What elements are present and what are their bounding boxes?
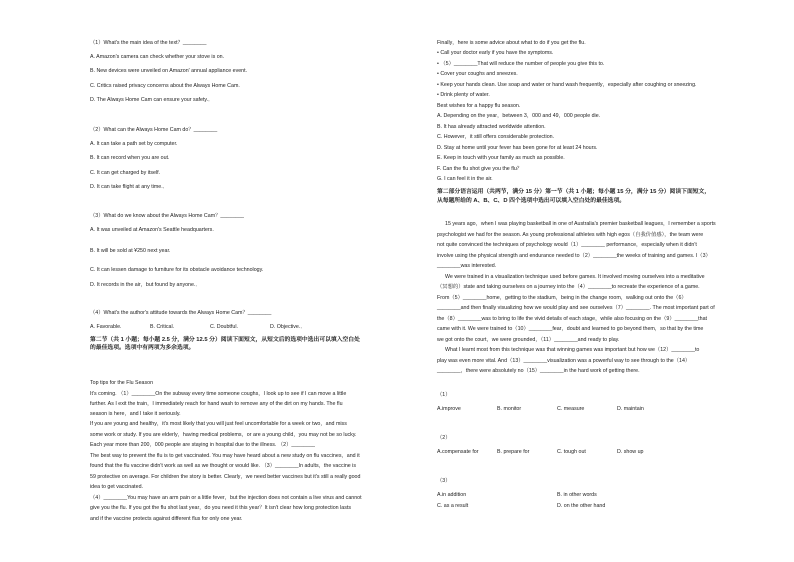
advice-line: Finally，here is some advice about what to do if you get the flu.: [437, 40, 586, 46]
passage-line: It's coming. （1）________On the subway every time someone coughs，I look up to see if I can move a little: [90, 391, 347, 397]
advice-line: • Cover your coughs and sneezes.: [437, 71, 518, 77]
question-4-option-d: D. Objective.．: [270, 324, 306, 330]
cloze-line: ________was interested.: [437, 263, 497, 269]
question-4-stem: （4）What's the author's attitude towards the Always Home Cam？________: [90, 310, 272, 316]
cloze-line: involve using the physical strength and endurance needed to（2）________the weeks of training and games. I（3）: [437, 253, 711, 259]
advice-line: • Keep your hands clean. Use soap and water or hand wash frequently，especially after coughing or sneezing.: [437, 82, 697, 88]
cloze-question-2-option-a: A.compensate for: [437, 449, 479, 455]
advice-line: • （5）________That will reduce the number of people you give this to.: [437, 61, 605, 67]
passage-title: Top tips for the Flu Season: [90, 380, 154, 386]
question-2-stem: （2）What can the Always Home Cam do？________: [90, 127, 218, 133]
passage-line: If you are young and healthy，it's most likely that you will just feel uncomfortable for a week or two，and miss: [90, 421, 347, 427]
passage-line: Each year more than 200，000 people are staying in hospital due to the illness. （2）________: [90, 442, 315, 448]
advice-line: Best wishes for a happy flu season.: [437, 103, 521, 109]
cloze-line: （冥想的）state and taking ourselves on a journey into the（4）________to recreate the experience of a game.: [437, 284, 700, 290]
question-1-option-d: D. The Always Home Cam can ensure your safety.．: [90, 97, 214, 103]
cloze-line: the（8）________was to bring to life the vivid details of each stage，while also focusing on the（9）________that: [437, 316, 708, 322]
question-3-option-d: D. It records in the air，but found by anyone.．: [90, 282, 201, 288]
section-heading-line-2: 的最佳选项。选项中有两项为多余选项。: [90, 345, 195, 351]
choice-a: A. Depending on the year，between 3，000 and 49，000 people die.: [437, 113, 601, 119]
cloze-question-3-option-d: D. on the other hand: [557, 503, 606, 509]
section-heading-line-1: 第二节（共 1 小题；每小题 2.5 分，满分 12.5 分）阅读下面短文，从短文后的选项中选出可以填入空白处: [90, 337, 360, 343]
cloze-question-1-option-b: B. monitor: [497, 406, 522, 412]
question-1-stem: （1）What's the main idea of the text？________: [90, 40, 207, 46]
cloze-question-1-number: （1）: [437, 392, 451, 398]
passage-line: found that the flu vaccine didn't work as well as we thought or would like. （3）________In adults，the vaccine is: [90, 463, 357, 469]
cloze-question-2-option-c: C. tough out: [557, 449, 586, 455]
cloze-question-3-options-row-1: [437, 492, 677, 499]
passage-line: idea to get vaccinated.: [90, 484, 144, 490]
cloze-line: We were trained in a visualization technique used before games. It involved moving ourselves into a meditative: [445, 274, 705, 280]
choice-b: B. It has already attracted worldwide attention.: [437, 124, 546, 130]
part2-heading-line-2: 从每题所给的 A、B、C、D 四个选项中选出可以填入空白处的最佳选项。: [437, 198, 626, 204]
choice-c: C. However，it still offers considerable protection.: [437, 134, 555, 140]
passage-line: season is here，and I take it seriously.: [90, 411, 181, 417]
cloze-question-3-options-row-2: [437, 503, 677, 510]
question-3-option-a: A. It was unveiled at Amazon's Seattle headquarters.: [90, 227, 214, 233]
cloze-question-1-option-d: D. maintain: [617, 406, 644, 412]
question-1-option-b: B. New devices were unveiled on Amazon' annual appliance event.: [90, 68, 248, 74]
cloze-line: not quite convinced the techniques of psychology would（1）________ performance，especially when it didn't: [437, 242, 697, 248]
cloze-line: came with it. We were trained to（10）________fear，doubt and learned to go beyond them，so that by the time: [437, 326, 704, 332]
passage-line: some work or study. If you are elderly，having medical problems，or are a young child，you may not be so lucky.: [90, 432, 357, 438]
question-4-option-a: A. Favorable.: [90, 324, 122, 330]
question-2-option-d: D. It can take flight at any time.．: [90, 184, 169, 190]
choice-d: D. Stay at home until your fever has been gone for at least 24 hours.: [437, 145, 598, 151]
cloze-question-2-options: [437, 449, 677, 456]
cloze-line: we got onto the court，we were grounded，（11）________and ready to play.: [437, 337, 620, 343]
question-1-option-a: A. Amazon's camera can check whether your stove is on.: [90, 54, 225, 60]
question-1-option-c: C. Critics raised privacy concerns about the Always Home Cam.: [90, 83, 240, 89]
question-4-options: [90, 324, 330, 331]
passage-line: and if the vaccine protects against different flus for only one year.: [90, 516, 243, 522]
cloze-question-3-option-b: B. in other words: [557, 492, 597, 498]
cloze-question-2-option-d: D. show up: [617, 449, 644, 455]
cloze-line: ________and then finally visualizing how we would play and see ourselves（7）________. The most important part of: [437, 305, 715, 311]
cloze-line: What I learnt most from this technique was that winning games was important but how we（12）________to: [445, 347, 700, 353]
choice-g: G. I can feel it in the air.: [437, 176, 493, 182]
advice-line: • Call your doctor early if you have the symptoms.: [437, 50, 554, 56]
cloze-question-3-option-a: A.in addition: [437, 492, 467, 498]
question-4-option-c: C. Doubtful.: [210, 324, 238, 330]
cloze-question-1-options: [437, 406, 677, 413]
question-2-option-c: C. It can get charged by itself.: [90, 170, 161, 176]
question-2-option-b: B. It can record when you are out.: [90, 155, 170, 161]
cloze-question-2-option-b: B. prepare for: [497, 449, 530, 455]
passage-line: further. As I exit the train，I immediately reach for hand wash to remove any of the dirt on my hands. The flu: [90, 401, 343, 407]
question-3-option-b: B. It will be sold at ¥250 next year.: [90, 248, 171, 254]
choice-e: E. Keep in touch with your family as much as possible.: [437, 155, 565, 161]
cloze-line: psychologist we had for the season. As young professional athletes with high egos（自我价值感），the team were: [437, 232, 704, 238]
choice-f: F. Can the flu shot give you the flu？: [437, 166, 523, 172]
part2-heading-line-1: 第二部分语言运用（共两节，满分 15 分）第一节（共 1 小题；每小题 15 分，满分 15 分）阅读下面短文，: [437, 189, 711, 195]
passage-line: （4）________You may have an arm pain or a little fever，but the injection does not contain a live virus and cannot: [90, 495, 362, 501]
passage-line: give you the flu. If you got the flu shot last year，do you need it this year？It isn't clear how long protection lasts: [90, 505, 351, 511]
passage-line: The best way to prevent the flu is to get vaccinated. You may have heard about a new study on flu vaccines，and it: [90, 453, 360, 459]
cloze-question-3-number: （3）: [437, 478, 451, 484]
cloze-line: From（5）________home，getting to the stadium，being in the change room，walking out onto the（6）: [437, 295, 687, 301]
cloze-question-3-option-c: C. as a result: [437, 503, 469, 509]
question-3-option-c: C. It can lessen damage to furniture for its obstacle avoidance technology.: [90, 267, 264, 273]
question-2-option-a: A. It can take a path set by computer.: [90, 141, 178, 147]
cloze-line: play was even more vital. And（13）________visualization was a powerful way to see through to the（14）: [437, 358, 691, 364]
question-3-stem: （3）What do we know about the Always Home Cam？________: [90, 213, 244, 219]
advice-line: • Drink plenty of water.: [437, 92, 490, 98]
cloze-question-2-number: （2）: [437, 435, 451, 441]
cloze-question-1-option-c: C. measure: [557, 406, 585, 412]
cloze-question-1-option-a: A.improve: [437, 406, 461, 412]
cloze-line: 15 years ago，when I was playing basketball in one of Australia's premier basketball leagues，I remember a sports: [445, 221, 716, 227]
question-4-option-b: B. Critical.: [150, 324, 175, 330]
passage-line: 59 protective on average. For children the story is better. Clearly，we need better vaccines but it's still a really good: [90, 474, 361, 480]
cloze-line: ________，there were absolutely no（15）________in the hard work of getting there.: [437, 368, 640, 374]
